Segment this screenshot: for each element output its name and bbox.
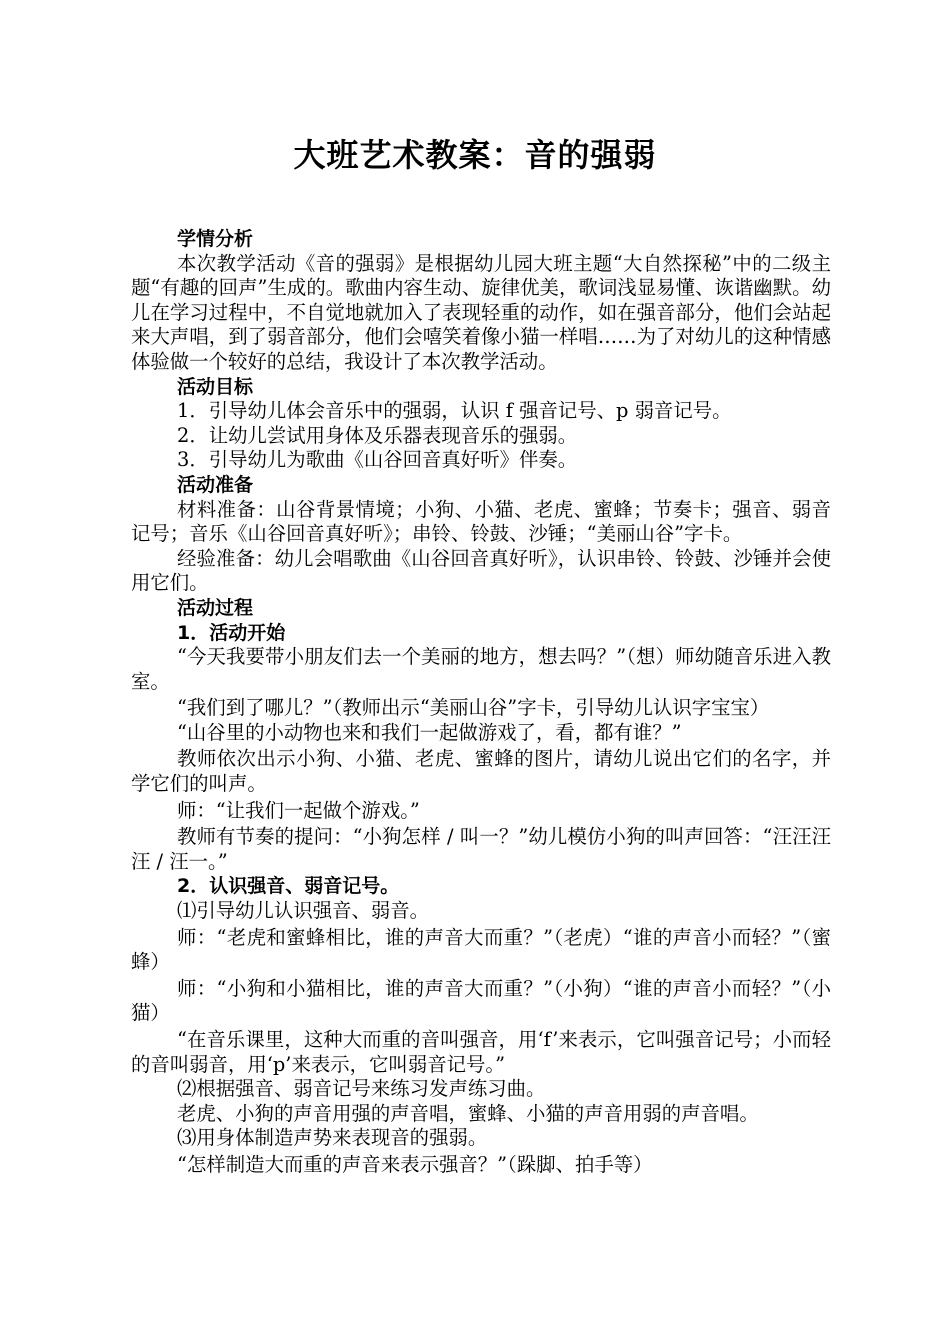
body-paragraph: ⑶用身体制造声势来表现音的强弱。 [177,1126,488,1150]
body-paragraph: 2．让幼儿尝试用身体及乐器表现音乐的强弱。 [177,423,578,447]
section-heading: 2．认识强音、弱音记号。 [177,875,400,898]
body-paragraph: 师：“让我们一起做个游戏。” [177,798,420,822]
body-paragraph: “我们到了哪儿？”（教师出示“美丽山谷”字卡，引导幼儿认识字宝宝） [177,696,770,720]
section-heading: 活动目标 [177,375,254,398]
body-paragraph: 师：“老虎和蜜蜂相比，谁的声音大而重？”（老虎）“谁的声音小而轻？”（蜜蜂） [131,925,831,974]
body-paragraph: 1．引导幼儿体会音乐中的强弱，认识 f 强音记号、p 弱音记号。 [177,399,732,423]
body-paragraph: ⑴引导幼儿认识强音、弱音。 [177,899,430,923]
section-heading: 活动过程 [177,596,254,619]
section-heading: 活动准备 [177,473,254,496]
body-paragraph: “山谷里的小动物也来和我们一起做游戏了，看，都有谁？” [177,720,682,744]
document-body [131,227,831,1178]
body-paragraph: 教师有节奏的提问：“小狗怎样 / 叫一？”幼儿模仿小狗的叫声回答：“汪汪汪汪 / 汪一。” [131,825,831,873]
body-paragraph: 本次教学活动《音的强弱》是根据幼儿园大班主题“大自然探秘”中的二级主题“有趣的回声”生成的。歌曲内容生动、旋律优美，歌词浅显易懂、诙谐幽默。幼儿在学习过程中，不自觉地就加入了表现轻重的动作，如在强音部分，他们会站起来大声唱，到了弱音部分，他们会嘻笑着像小猫一样唱……为了对幼儿的这种情感体验做一个较好的总结，我设计了本次教学活动。 [131,251,831,373]
body-paragraph: 老虎、小狗的声音用强的声音唱，蜜蜂、小猫的声音用弱的声音唱。 [177,1101,759,1125]
body-paragraph: 材料准备：山谷背景情境；小狗、小猫、老虎、蜜蜂；节奏卡；强音、弱音记号；音乐《山谷回音真好听》；串铃、铃鼓、沙锤；“美丽山谷”字卡。 [131,497,831,546]
body-paragraph: “今天我要带小朋友们去一个美丽的地方，想去吗？”（想）师幼随音乐进入教室。 [131,645,831,693]
body-paragraph: 教师依次出示小狗、小猫、老虎、蜜蜂的图片，请幼儿说出它们的名字，并学它们的叫声。 [131,747,831,796]
body-paragraph: “怎样制造大而重的声音来表示强音？”（跺脚、拍手等） [177,1152,653,1176]
body-paragraph: 3．引导幼儿为歌曲《山谷回音真好听》伴奏。 [177,448,578,472]
document-title: 大班艺术教案：音的强弱 [293,136,657,174]
section-heading: 学情分析 [177,228,254,250]
body-paragraph: ⑵根据强音、弱音记号来练习发声练习曲。 [177,1077,546,1101]
body-paragraph: 师：“小狗和小猫相比，谁的声音大而重？”（小狗）“谁的声音小而轻？”（小猫） [131,976,831,1025]
section-heading: 1．活动开始 [177,621,286,644]
body-paragraph: “在音乐课里，这种大而重的音叫强音，用‘f’来表示，它叫强音记号；小而轻的音叫弱音，用‘p’来表示，它叫弱音记号。” [131,1028,831,1076]
body-paragraph: 经验准备：幼儿会唱歌曲《山谷回音真好听》，认识串铃、铃鼓、沙锤并会使用它们。 [131,546,831,595]
